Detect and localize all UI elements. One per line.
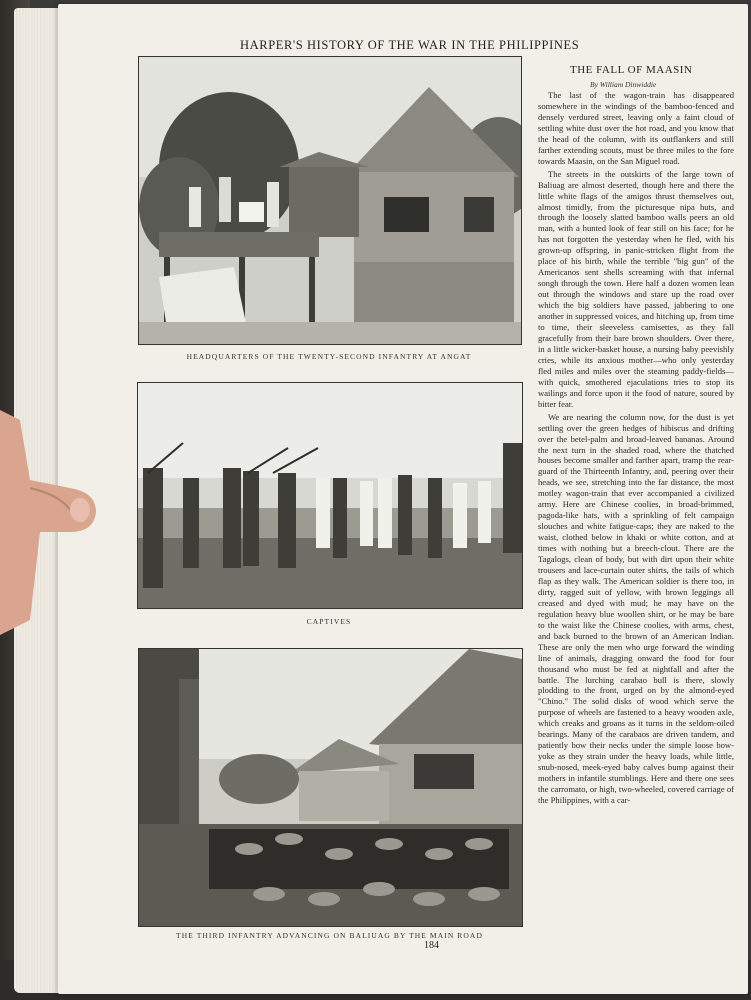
hand-image [0,400,98,640]
photo-headquarters-image [139,57,521,344]
photo-headquarters [138,56,522,345]
article-paragraph: The last of the wagon-train has disappeared somewhere in the windings of the bamboo-fenced and densely verdured street, leaving only a faint cloud of settling white dust over the hot road, and you know that the head of the column, with its outflankers and still farther extending scouts, must be three miles to the fore towards Maasin, on the San Miguel road. [538,90,734,166]
page-number: 184 [424,940,439,951]
article-text-column [538,90,734,950]
article-paragraph: We are nearing the column now, for the dust is yet settling over the green hedges of hibiscus and drifting over the betel-palm and broad-leaved bananas. Around the next turn in the shaded road, where the thatched houses become smaller and farther apart, tramp the rear-guard of the Thirteenth Infantry, and, peering over their heads, we see, stretching into the far distance, the most motley wagon-train that ever accompanied a civilized army. Here are Chinese coolies, in broad-brimmed, pagoda-like hats, with a sprinkling of felt campaign slouches and white fatigue-caps; they are naked to the waist, clothed below in khaki or white cotton, and at times with nothing but a breech-clout. There are the Tagalogs, clean of body, but with dirt upon their white trousers and lace-curtain outer shirts, the tails of which flap as they walk. The American soldier is there too, in dirty, ragged suit of yellow, with brown leggings all creased and dyed with mud; he may have on the regulation heavy blue woollen shirt, or he may be bare to the waist like the Chinese coolies, with arms, chest, and back burned to the brown of an American Indian. These are only the men who urge forward the winding line of animals, dragging onward the food for four thousand who must be fed at nightfall and after the battle. The lurching carabao bull is there, slowly plodding to the front, urged on by the almond-eyed "Chino." The solid disks of wood which serve the purpose of wheels are fastened to a heavy wooden axle, which creaks and groans as it turns in the seldom-oiled bearings. Many of the carabaos are driven tandem, and patiently bow their necks under the simple loose bow-yoke as they strain under the heavy loads, while little, snub-nosed, meek-eyed baby calves bump against their mothers in infantile stumblings. Here and there one sees the carromato, or high, two-wheeled, covered carriage of the Philippines, with a car- [538,411,734,805]
photo-third-infantry-image [139,649,522,926]
running-header: HARPER'S HISTORY OF THE WAR IN THE PHILIPPINES [240,38,580,52]
photo-caption-captives: CAPTIVES [306,617,352,626]
photo-captives-image [138,383,522,608]
photo-caption-third-infantry: THE THIRD INFANTRY ADVANCING ON BALIUAG BY THE MAIN ROAD [176,931,483,940]
photo-third-infantry [138,648,523,927]
photo-captives [137,382,523,609]
article-byline: By William Dinwiddie [590,80,657,89]
article-paragraph: The streets in the outskirts of the large town of Baliuag are almost deserted, though here and there the little white flags of the amigos thrust themselves out, almost timidly, from the picturesque nipa huts, and through the loosely slatted bamboo walls peers an old man, with a hunted look of fear still on his face; for he has not forgotten the yesterday when he fled, with his grown-up offspring, in panic-stricken flight from the place of his birth, while the terrible "big gun" of the Americanos sent shells screaming with that infernal songh through the town. Here half a dozen women lean out through the windows and stare up the road over which the big soldiers have passed, jabbering to one another in suppressed voices, and hitching up, from time to time, their sleeveless camisettes, as they fall gracefully from their bare brown shoulders. Over there, in a little wicker-basket house, a nursing baby peevishly cries, while its anxious mother—who only yesterday fled miles and miles over the steaming paddy-fields—with quick, smothered ejaculations tries to stop its wailings and force upon it the food of nature, soured by bitter fear. [538,168,734,409]
photo-caption-headquarters: HEADQUARTERS OF THE TWENTY-SECOND INFANTRY AT ANGAT [186,352,472,361]
article-title: THE FALL OF MAASIN [570,64,693,76]
